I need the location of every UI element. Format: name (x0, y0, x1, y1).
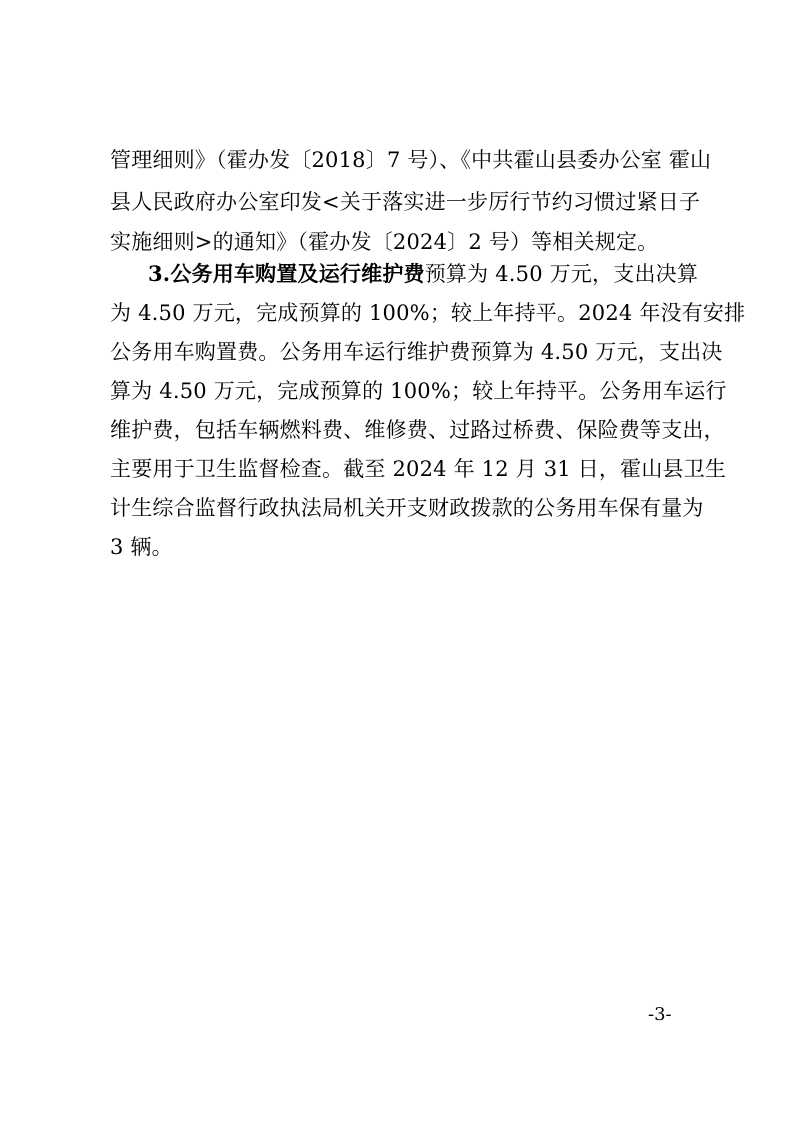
body-text-segment: 预算为 4.50 万元，支出决算 (424, 262, 699, 286)
body-text-line: 公务用车购置费。公务用车运行维护费预算为 4.50 万元，支出决 (110, 340, 723, 364)
body-text-line: 实施细则>的通知》（霍办发〔2024〕2 号）等相关规定。 (110, 230, 659, 254)
body-text-line: 算为 4.50 万元，完成预算的 100%；较上年持平。公务用车运行 (110, 379, 727, 403)
body-text-line: 计生综合监督行政执法局机关开支财政拨款的公务用车保有量为 (110, 496, 704, 520)
body-text-line: 县人民政府办公室印发<关于落实进一步厉行节约习惯过紧日子 (110, 190, 701, 214)
body-text-line: 为 4.50 万元，完成预算的 100%；较上年持平。2024 年没有安排 (110, 301, 746, 325)
body-text-line: 主要用于卫生监督检查。截至 2024 年 12 月 31 日，霍山县卫生 (110, 457, 727, 481)
body-text-line: 3 辆。 (110, 535, 173, 559)
page-number: -3- (648, 1004, 672, 1025)
body-text-line: 维护费，包括车辆燃料费、维修费、过路过桥费、保险费等支出， (110, 418, 725, 442)
body-text-line: 管理细则》（霍办发〔2018〕7 号）、《中共霍山县委办公室 霍山 (110, 148, 712, 172)
section-3-heading: 3.公务用车购置及运行维护费 (148, 261, 425, 286)
section-3-first-line (148, 261, 699, 286)
